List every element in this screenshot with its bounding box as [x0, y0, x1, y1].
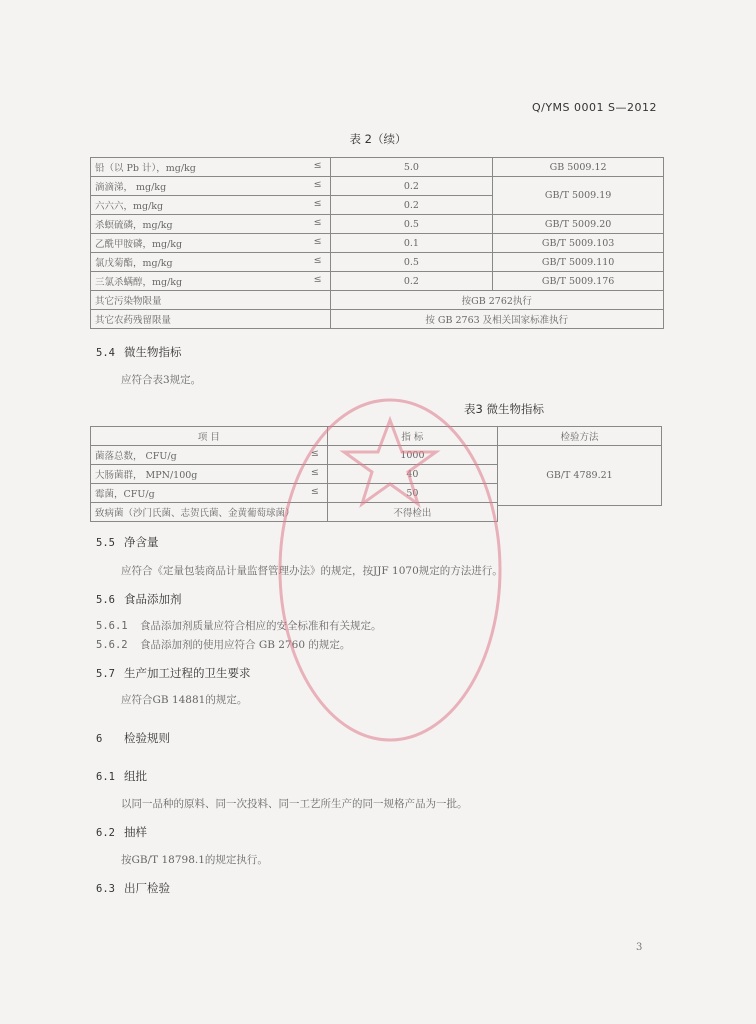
section-text: 食品添加剂的使用应符合 GB 2760 的规定。 — [140, 639, 351, 651]
table-cell-value: 按 GB 2763 及相关国家标准执行 — [330, 310, 663, 329]
table-cell-method: GB/T 4789.21 — [498, 446, 662, 506]
table-cell-method: GB/T 5009.19 — [493, 177, 664, 215]
section-6-heading — [96, 730, 170, 746]
section-number: 5.6 — [96, 594, 115, 606]
table-cell-method: GB 5009.12 — [493, 158, 664, 177]
le-symbol: ≤ — [313, 255, 322, 266]
section-6-1-heading — [96, 768, 147, 784]
le-symbol: ≤ — [313, 217, 322, 228]
seal-outer-ring — [280, 400, 500, 740]
table2-caption: 表 2（续） — [349, 132, 407, 146]
section-5-4-text: 应符合表3规定。 — [121, 374, 202, 386]
section-6-3-heading — [96, 880, 170, 896]
table-cell-item: 其它污染物限量 — [91, 291, 331, 310]
table-cell-value: 不得检出 — [327, 503, 497, 522]
table-header-item: 项 目 — [91, 427, 328, 446]
table-cell-item: 大肠菌群， MPN/100g — [95, 470, 198, 481]
section-5-6-heading — [96, 591, 182, 607]
section-number: 5.4 — [96, 347, 115, 359]
section-number: 6 — [96, 733, 103, 745]
section-5-4-heading — [96, 344, 182, 360]
table-cell-limit: 0.1 — [330, 234, 493, 253]
table-cell-item: 三氯杀螨醇，mg/kg — [95, 277, 183, 288]
table-cell-item: 铅（以 Pb 计），mg/kg — [95, 163, 196, 174]
table-cell-method: GB/T 5009.110 — [493, 253, 664, 272]
table-cell-limit: 0.2 — [330, 272, 493, 291]
section-title: 食品添加剂 — [124, 592, 182, 606]
table-row — [91, 177, 664, 196]
section-title: 生产加工过程的卫生要求 — [124, 666, 251, 680]
section-number: 5.6.2 — [96, 639, 128, 651]
table-cell-item: 其它农药残留限量 — [91, 310, 331, 329]
table3-caption: 表3 微生物指标 — [464, 402, 544, 416]
table-row — [91, 158, 664, 177]
section-5-5-heading — [96, 534, 159, 550]
table-cell-method: GB/T 5009.103 — [493, 234, 664, 253]
table-cell-item: 滴滴涕， mg/kg — [95, 182, 167, 193]
table-cell-limit: 0.2 — [330, 177, 493, 196]
table-cell-method: GB/T 5009.176 — [493, 272, 664, 291]
le-symbol: ≤ — [310, 486, 319, 497]
section-number: 5.7 — [96, 668, 115, 680]
table-header-method: 检验方法 — [498, 427, 662, 446]
section-title: 抽样 — [124, 825, 147, 839]
le-symbol: ≤ — [313, 179, 322, 190]
section-5-7-heading — [96, 665, 251, 681]
le-symbol: ≤ — [313, 236, 322, 247]
table2 — [90, 157, 664, 329]
table-row — [91, 215, 664, 234]
section-text: 食品添加剂质量应符合相应的安全标准和有关规定。 — [140, 620, 382, 632]
table-cell-item: 霉菌，CFU/g — [95, 489, 155, 500]
table-cell-limit: 0.5 — [330, 215, 493, 234]
table-cell-item: 菌落总数， CFU/g — [95, 451, 177, 462]
table-cell-limit: 0.5 — [330, 253, 493, 272]
le-symbol: ≤ — [313, 160, 322, 171]
page-number: 3 — [636, 942, 643, 953]
section-title: 出厂检验 — [124, 881, 170, 895]
table-cell-limit: 5.0 — [330, 158, 493, 177]
table-row — [91, 291, 664, 310]
section-5-5-text: 应符合《定量包装商品计量监督管理办法》的规定，按JJF 1070规定的方法进行。 — [121, 565, 503, 577]
official-seal-stamp — [240, 380, 530, 760]
section-title: 检验规则 — [124, 731, 170, 745]
le-symbol: ≤ — [310, 448, 319, 459]
table-cell-item: 致病菌（沙门氏菌、志贺氏菌、金黄葡萄球菌） — [91, 503, 328, 522]
section-number: 6.2 — [96, 827, 115, 839]
table-row — [91, 310, 664, 329]
le-symbol: ≤ — [313, 198, 322, 209]
table-cell-item: 乙酰甲胺磷，mg/kg — [95, 239, 183, 250]
section-6-1-text: 以同一品种的原料、同一次投料、同一工艺所生产的同一规格产品为一批。 — [121, 798, 468, 810]
table-cell-item: 杀螟硫磷，mg/kg — [95, 220, 173, 231]
table-cell-limit: 0.2 — [330, 196, 493, 215]
section-number: 5.6.1 — [96, 620, 128, 632]
section-title: 微生物指标 — [124, 345, 182, 359]
section-title: 组批 — [124, 769, 147, 783]
table-row — [91, 234, 664, 253]
section-number: 6.1 — [96, 771, 115, 783]
table-cell-limit: 50 — [327, 484, 497, 503]
section-6-2-heading — [96, 824, 147, 840]
table-header-limit: 指 标 — [327, 427, 497, 446]
table-cell-value: 按GB 2762执行 — [330, 291, 663, 310]
table-cell-limit: 1000 — [327, 446, 497, 465]
document-code: Q/YMS 0001 S—2012 — [531, 101, 657, 114]
section-number: 5.5 — [96, 537, 115, 549]
table-cell-item: 氯戊菊酯，mg/kg — [95, 258, 173, 269]
le-symbol: ≤ — [313, 274, 322, 285]
section-title: 净含量 — [124, 535, 159, 549]
table-row — [91, 253, 664, 272]
table-cell-limit: 40 — [327, 465, 497, 484]
table-cell-item: 六六六，mg/kg — [95, 201, 164, 212]
seal-star-icon — [344, 420, 436, 504]
table-row — [91, 272, 664, 291]
le-symbol: ≤ — [310, 467, 319, 478]
table-cell-method: GB/T 5009.20 — [493, 215, 664, 234]
section-5-7-text: 应符合GB 14881的规定。 — [121, 694, 248, 706]
section-6-2-text: 按GB/T 18798.1的规定执行。 — [121, 854, 268, 866]
section-number: 6.3 — [96, 883, 115, 895]
